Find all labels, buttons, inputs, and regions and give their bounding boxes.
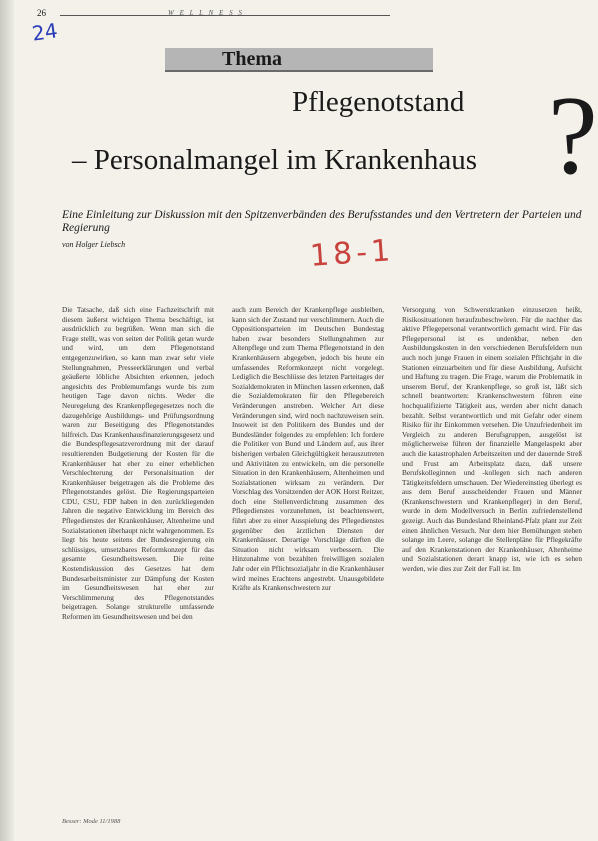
page-number: 26 (37, 8, 46, 18)
page-footer: Besser: Mode 11/1988 (62, 818, 121, 825)
section-header: W E L L N E S S (168, 9, 244, 17)
article-column-3: Versorgung von Schwerstkranken einzusetzen heißt, Risikosituationen heraufzubeschwören. Für die nachher das aktive Pflegepersonal verantwortlich gemacht wird. Für das Pflegepersonal ist es undenkbar, neben den Ausbildungskosten in den verschiedenen Berufsfeldern nun auch noch junge Frauen in einem sozialen Pflichtjahr in die Stationen einzuarbeiten und für diese Ausbildung, Aufsicht und Haftung zu tragen. Die Frage, warum die Problematik in unserem Beruf, der Krankenpflege, so groß ist, läßt sich schnell beantworten: Krankenschwestern führen eine hochqualifizierte Tätigkeit aus, werden aber nicht danach bezahlt. Selbst verantwortlich und mit Gefahr oder einem Risiko für ihr Einkommen versehen. Die Unzufriedenheit im Vergleich zu anderen Berufsgruppen, ausgelöst ist möglicherweise führen der finanzielle Mangelaspekt aber auch die katastrophalen Arbeitszeiten und der dauernde Streß und Frust am Arbeitsplatz dazu, daß unsere Berufskolleginnen und -kollegen sich nach anderen Tätigkeitsfeldern umschauen. Der Wiedereinstieg überlegt es aus dem Beruf ausscheidender Frauen und Männer (Krankenschwestern und Krankenpfleger) in den Beruf, wurde in dem Modellversuch in Berlin zufriedenstellend gezeigt. Auch das Bundesland Rheinland-Pfalz plant zur Zeit einen ähnlichen Versuch. Nur dem hier Bemühungen stehen solange im Leere, solange die Stellenpläne für Pflegekräfte auf den Krankenstationen der Krankenhäuser, Altenheime und Sozialstationen derart knapp ist, wie ich es sehen werden, wie dies zur Zeit der Fall ist. Im (402, 305, 582, 574)
thema-label: Thema (222, 48, 282, 70)
article-column-2: auch zum Bereich der Krankenpflege ausbleiben, kann sich der Zustand nur verschlimmern. Auch die Oppositionsparteien im Deutschen Bundestag haben zwar besonders Stellungnahmen zur Altenpflege und zum Thema Pflegenotstand in den Krankenhäusern abgegeben, jedoch bis heute ein umfassendes Reformkonzept nicht vorgelegt. Lediglich die Beschlüsse des letzten Parteitages der Sozialdemokraten in München lassen erkennen, daß die Sozialdemokraten für den Pflegebereich Veränderungen anstreben. Welcher Art diese Veränderungen sind, wird noch nachzuweisen sein. Insoweit ist den Politikern des Bundes und der Bundesländer folgendes zu empfehlen: Ich fordere die Politiker von Bund und Ländern auf, aus ihrer bisherigen verbalen Gleichgültigkeit herauszutreten und Aktivitäten zu entwickeln, um die personelle Situation in den Krankenhäusern, Altenheimen und Sozialstationen wirksam zu verändern. Der Vorschlag des Vorsitzenden der AOK Horst Reitzer, doch eine Stellenverdichtung zusammen des Pflegedienstes vorzunehmen, ist beachtenswert, führt aber zu einer Ausspielung des Pflegedienstes gegenüber den ärztlichen Diensten der Krankenhäuser. Derartige Vorschläge dürften die Situation nicht wirksam verbessern. Die Hinzunahme von bezahlten freiwilligen sozialen Jahr oder ein Pflichtsozialjahr in die Krankenhäuser wird meines Erachtens angestrebt. Unausgebildete Kräfte als Krankenschwestern zur (232, 305, 384, 593)
thema-banner (165, 48, 433, 72)
article-column-1: Die Tatsache, daß sich eine Fachzeitschrift mit diesem äußerst wichtigen Thema beschäftigt, ist ausdrücklich zu begrüßen. Wenn man sich die Frage stellt, was von seiten der Politik getan wurde und wird, um dem Pflegenotstand entgegenzuwirken, so kann man zwar sehr viele Stellungnahmen, Presseerklärungen und verbal geäußerte löbliche Absichten erkennen, jedoch angesichts des Problemumfangs wurde bis zum heutigen Tage davon nichts. Weder die Neuregelung des Krankenpflegegesetzes noch die dazugehörige Ausbildungs- und Prüfungsordnung waren zur Beseitigung des Pflegenotstandes hilfreich. Das Krankenhausfinanzierungsgesetz und die Bundespflegesatzverordnung mit der darauf resultierenden Budgetierung der Kosten für die Krankenhäuser hat eher zu einer erheblichen Verschlechterung der Personalsituation der Krankenhäuser beigetragen als die Probleme des Pflegenotstandes gelöst. Die Regierungsparteien CDU, CSU, FDP haben in den zurückliegenden Jahren die negative Entwicklung im Bereich des Pflegedienstes der Krankenhäuser, Altenheime und Sozialstationen überhaupt nicht wahrgenommen. Es liegt bis heute seitens der Bundesregierung ein schlüssiges, umsetzbares Reformkonzept für das gesamte Gesundheitswesen. Die reine Kostendiskussion des Gesetzes hat dem Bundesarbeitsminister zur Dämpfung der Kosten im Gesundheitswesen hat eher zur Verschlimmerung des Pflegenotstandes beigetragen. Solange strukturelle umfassende Reformen im Gesundheitswesen und bei den (62, 305, 214, 621)
binding-edge (0, 0, 14, 841)
article-byline: von Holger Liebsch (62, 240, 126, 249)
headline-line-1: Pflegenotstand (292, 86, 465, 118)
question-mark-graphic: ? (548, 74, 598, 198)
headline-line-2: – Personalmangel im Krankenhaus (72, 144, 478, 176)
handwritten-annotation: 18-1 (308, 233, 396, 274)
article-lede: Eine Einleitung zur Diskussion mit den Spitzenverbänden des Berufsstandes und den Vertretern der Parteien und Regierung (62, 209, 582, 235)
handwritten-page-note: 24 (30, 18, 59, 46)
